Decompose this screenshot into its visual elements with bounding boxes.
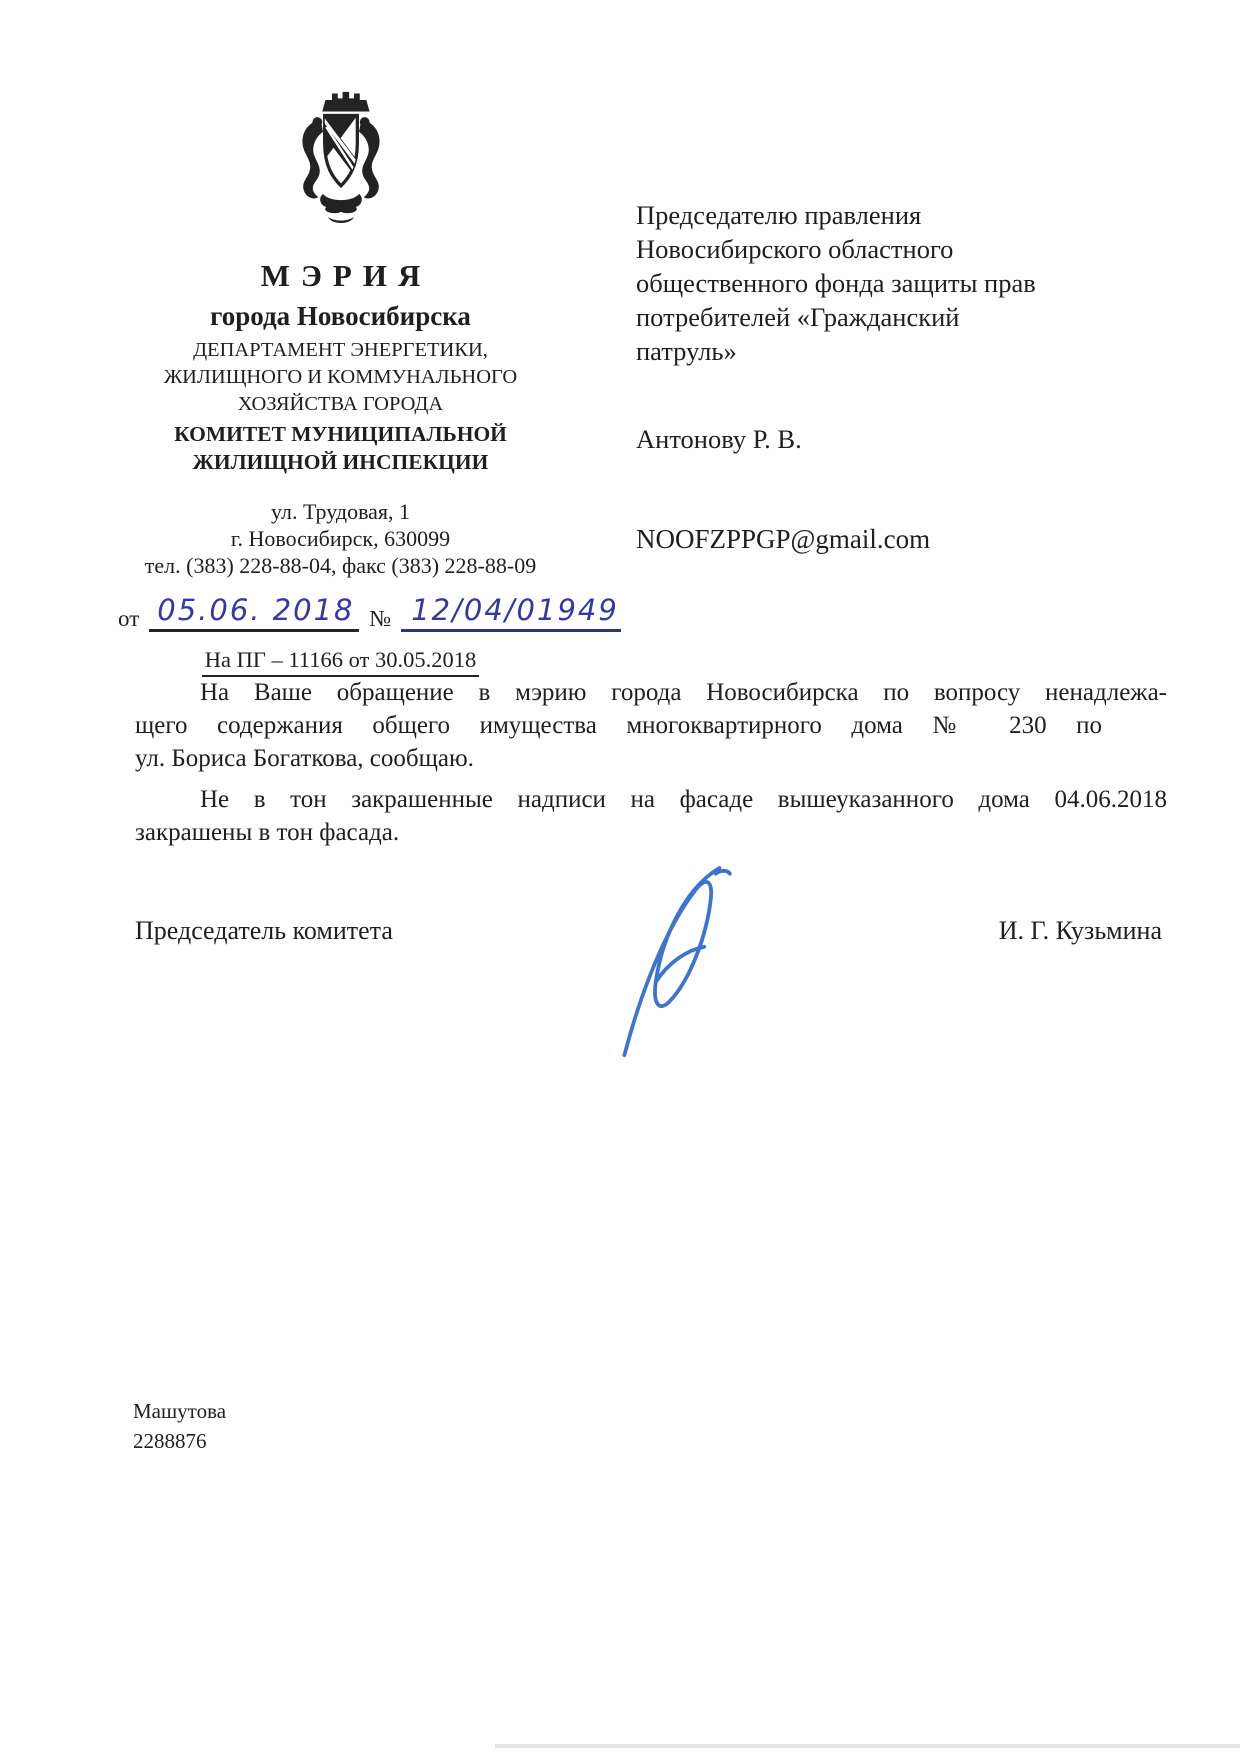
address-line: ул. Трудовая, 1: [270, 499, 411, 524]
executor-name: Машутова: [133, 1399, 227, 1423]
org-title: МЭРИЯ: [260, 258, 432, 293]
committee-name: [118, 420, 563, 476]
executor-phone: 2288876: [133, 1429, 207, 1453]
department-line: ЖИЛИЩНОГО И КОММУНАЛЬНОГО: [163, 366, 518, 388]
executor-block: [133, 1396, 226, 1456]
coat-of-arms-novosibirsk-icon: [292, 86, 390, 248]
address-line: тел. (383) 228-88-04, факс (383) 228-88-09: [144, 553, 537, 578]
signer-title: Председатель комитета: [135, 916, 393, 945]
scan-artifact-line: [495, 1744, 1240, 1748]
recipient-line: общественного фонда защиты прав: [636, 268, 1036, 298]
body-line: щего содержания общего имущества многоквартирного дома № 230 по: [135, 712, 1102, 739]
recipient-line: Новосибирского областного: [636, 234, 954, 264]
handwritten-signature: [575, 860, 765, 1065]
paragraph-1: [135, 676, 1167, 775]
recipient-line: потребителей «Гражданский: [636, 302, 960, 332]
outgoing-reference-line: [118, 593, 619, 632]
paragraph-2: [135, 783, 1167, 849]
address-line: г. Новосибирск, 630099: [230, 526, 451, 551]
reply-reference-line: На ПГ – 11166 от 30.05.2018: [118, 647, 563, 673]
ref-number-label: №: [369, 606, 392, 631]
org-subtitle: города Новосибирска: [210, 301, 471, 331]
body-line: ул. Бориса Богаткова, сообщаю.: [135, 745, 474, 772]
org-address: [118, 498, 563, 579]
ref-from-label: от: [118, 606, 140, 631]
department-line: ДЕПАРТАМЕНТ ЭНЕРГЕТИКИ,: [193, 339, 488, 361]
ref-number-handwritten: 12/04/01949: [401, 593, 621, 632]
recipient-line: патруль»: [636, 336, 737, 366]
recipient-block: [636, 198, 1116, 556]
body-line: закрашены в тон фасада.: [135, 819, 400, 846]
recipient-email: NOOFZPPGP@gmail.com: [636, 524, 931, 554]
letter-body: [135, 676, 1167, 849]
committee-line: ЖИЛИЩНОЙ ИНСПЕКЦИИ: [192, 450, 489, 474]
department-line: ХОЗЯЙСТВА ГОРОДА: [237, 393, 444, 415]
body-line: Не в тон закрашенные надписи на фасаде вышеуказанного дома 04.06.2018: [200, 786, 1167, 813]
ref-date-handwritten: 05.06. 2018: [149, 593, 359, 632]
recipient-person: Антонову Р. В.: [636, 424, 802, 454]
body-line: На Ваше обращение в мэрию города Новосибирска по вопросу ненадлежа-: [200, 679, 1167, 706]
signer-name: И. Г. Кузьмина: [998, 916, 1162, 945]
recipient-line: Председателю правления: [636, 200, 922, 230]
committee-line: КОМИТЕТ МУНИЦИПАЛЬНОЙ: [174, 422, 507, 446]
letterhead: [118, 86, 619, 673]
department-name: [118, 337, 563, 418]
